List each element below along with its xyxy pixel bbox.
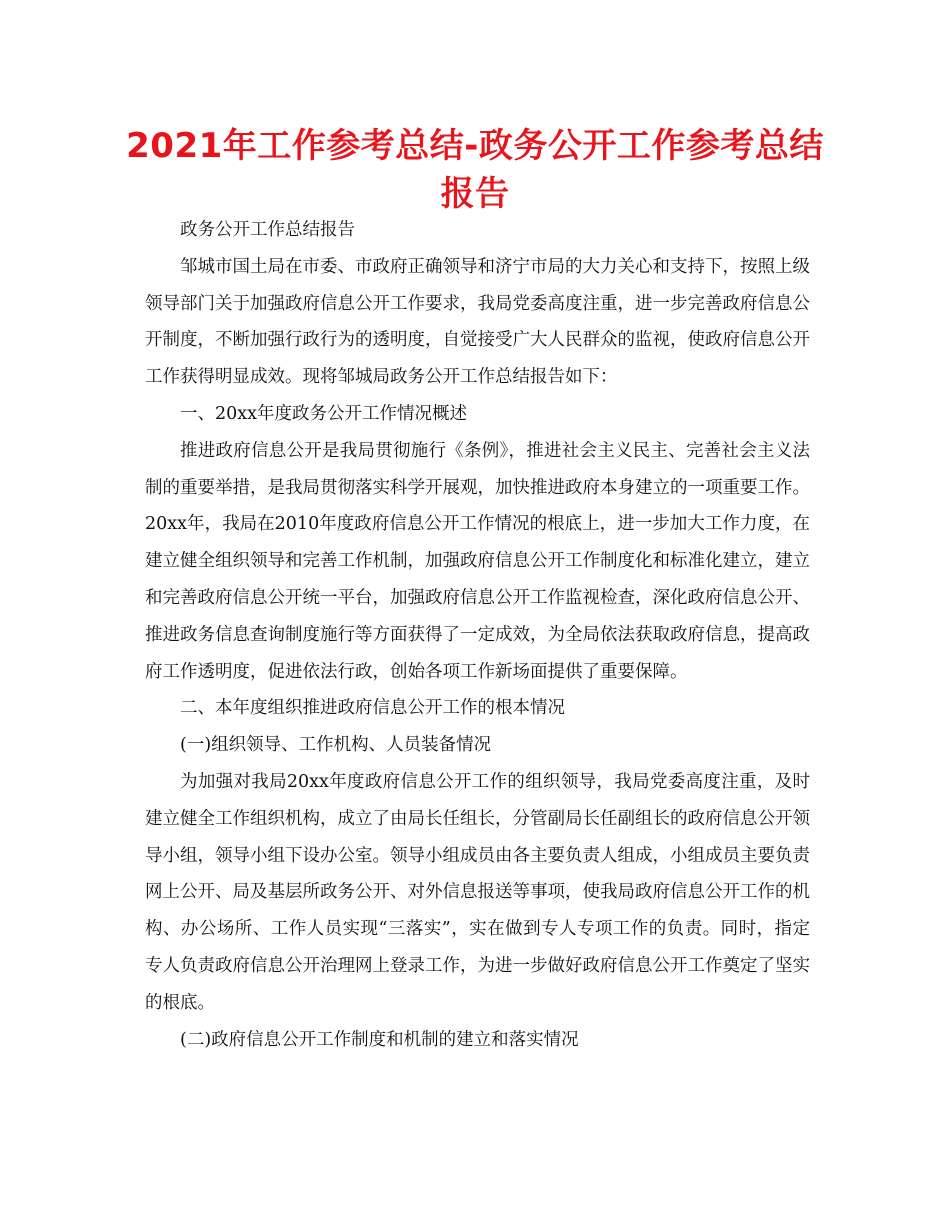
paragraph-organization: 为加强对我局20xx年度政府信息公开工作的组织领导，我局党委高度注重，及时建立健全工作组织机构，成立了由局长任组长，分管副局长任副组长的政府信息公开领导小组，领导小组下设办公室。领导小组成员由各主要负责人组成，小组成员主要负责网上公开、局及基层所政务公开、对外信息报送等事项，使我局政府信息公开工作的机构、办公场所、工作人员实现“三落实”，实在做到专人专项工作的负责。同时，指定专人负责政府信息公开治理网上登录工作，为进一步做好政府信息公开工作奠定了坚实的根底。 [145,771,810,1013]
document-title: 2021年工作参考总结-政务公开工作参考总结报告 [126,126,824,214]
paragraph-overview: 推进政府信息公开是我局贯彻施行《条例》，推进社会主义民主、完善社会主义法制的重要举措，是我局贯彻落实科学开展观，加快推进政府本身建立的一项重要工作。20xx年，我局在2010年度政府信息公开工作情况的根底上，进一步加大工作力度，在建立健全组织领导和完善工作机制，加强政府信息公开工作制度化和标准化建立，建立和完善政府信息公开统一平台，加强政府信息公开工作监视检查，深化政府信息公开、推进政务信息查询制度施行等方面获得了一定成效，为全局依法获取政府信息，提高政府工作透明度，促进依法行政，创始各项工作新场面提供了重要保障。 [145,440,810,682]
section-heading-1: 一、20xx年度政务公开工作情况概述 [180,403,468,424]
paragraph-report-heading: 政务公开工作总结报告 [180,220,355,240]
section-heading-2: 二、本年度组织推进政府信息公开工作的根本情况 [180,698,565,719]
subsection-heading-2: (二)政府信息公开工作制度和机制的建立和落实情况 [180,1029,579,1050]
paragraph-intro: 邹城市国土局在市委、市政府正确领导和济宁市局的大力关心和支持下，按照上级领导部门关于加强政府信息公开工作要求，我局党委高度注重，进一步完善政府信息公开制度，不断加强行政行为的透明度，自觉接受广大人民群众的监视，使政府信息公开工作获得明显成效。现将邹城局政务公开工作总结报告如下： [145,256,810,388]
document-body [145,212,810,1058]
subsection-heading-1: (一)组织领导、工作机构、人员装备情况 [180,735,492,756]
